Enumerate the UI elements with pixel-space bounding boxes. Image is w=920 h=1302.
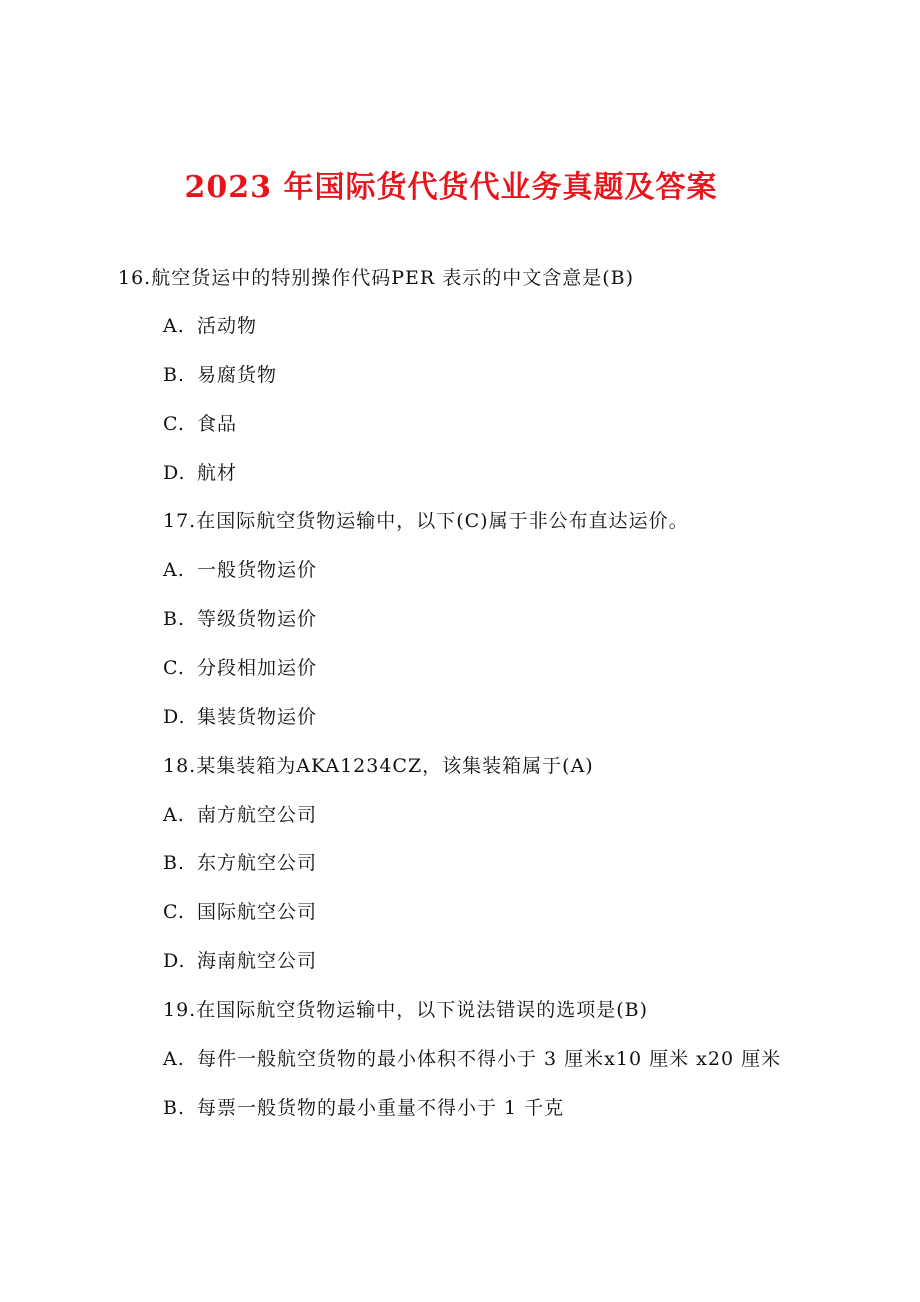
option-letter: B. xyxy=(163,608,186,630)
option-letter: B. xyxy=(163,1097,186,1119)
question-18-option-a xyxy=(163,802,317,828)
option-letter: B. xyxy=(163,364,186,386)
option-letter: A. xyxy=(163,315,185,337)
option-text: 食品 xyxy=(197,413,238,435)
question-19-stem: 19.在国际航空货物运输中，以下说法错误的选项是(B) xyxy=(163,999,649,1021)
option-text: 每票一般货物的最小重量不得小于 1 千克 xyxy=(197,1097,565,1119)
option-letter: A. xyxy=(163,559,185,581)
question-18-option-b xyxy=(163,850,317,876)
question-17-option-a xyxy=(163,557,317,583)
option-letter: C. xyxy=(163,413,185,435)
question-16-option-d xyxy=(163,460,237,486)
option-text: 海南航空公司 xyxy=(197,950,318,972)
option-letter: C. xyxy=(163,657,185,679)
question-16-option-b xyxy=(163,362,277,388)
option-text: 一般货物运价 xyxy=(197,559,318,581)
option-text: 分段相加运价 xyxy=(197,657,318,679)
option-letter: B. xyxy=(163,852,186,874)
option-text: 易腐货物 xyxy=(197,364,278,386)
document-title: 2023 年国际货代货代业务真题及答案 xyxy=(184,170,718,205)
option-text: 集装货物运价 xyxy=(197,706,318,728)
question-16-stem: 16.航空货运中的特别操作代码PER 表示的中文含意是(B) xyxy=(118,267,635,289)
question-18-option-c xyxy=(163,899,317,925)
option-letter: C. xyxy=(163,901,185,923)
question-18-stem: 18.某集装箱为AKA1234CZ，该集装箱属于(A) xyxy=(163,755,594,777)
question-17-option-c xyxy=(163,655,317,681)
question-17-option-d xyxy=(163,704,317,730)
option-letter: D. xyxy=(163,706,186,728)
question-19-option-b xyxy=(163,1095,564,1121)
option-text: 活动物 xyxy=(197,315,258,337)
option-letter: D. xyxy=(163,462,186,484)
option-letter: D. xyxy=(163,950,186,972)
option-text: 东方航空公司 xyxy=(197,852,318,874)
option-text: 每件一般航空货物的最小体积不得小于 3 厘米x10 厘米 x20 厘米 xyxy=(197,1048,782,1070)
question-16-option-a xyxy=(163,313,257,339)
question-18-option-d xyxy=(163,948,317,974)
option-text: 等级货物运价 xyxy=(197,608,318,630)
option-text: 国际航空公司 xyxy=(197,901,318,923)
question-19-option-a xyxy=(163,1046,781,1072)
question-16-option-c xyxy=(163,411,237,437)
option-text: 南方航空公司 xyxy=(197,804,318,826)
option-text: 航材 xyxy=(197,462,238,484)
question-17-option-b xyxy=(163,606,317,632)
option-letter: A. xyxy=(163,804,185,826)
option-letter: A. xyxy=(163,1048,185,1070)
question-17-stem: 17.在国际航空货物运输中，以下(C)属于非公布直达运价。 xyxy=(163,510,689,532)
